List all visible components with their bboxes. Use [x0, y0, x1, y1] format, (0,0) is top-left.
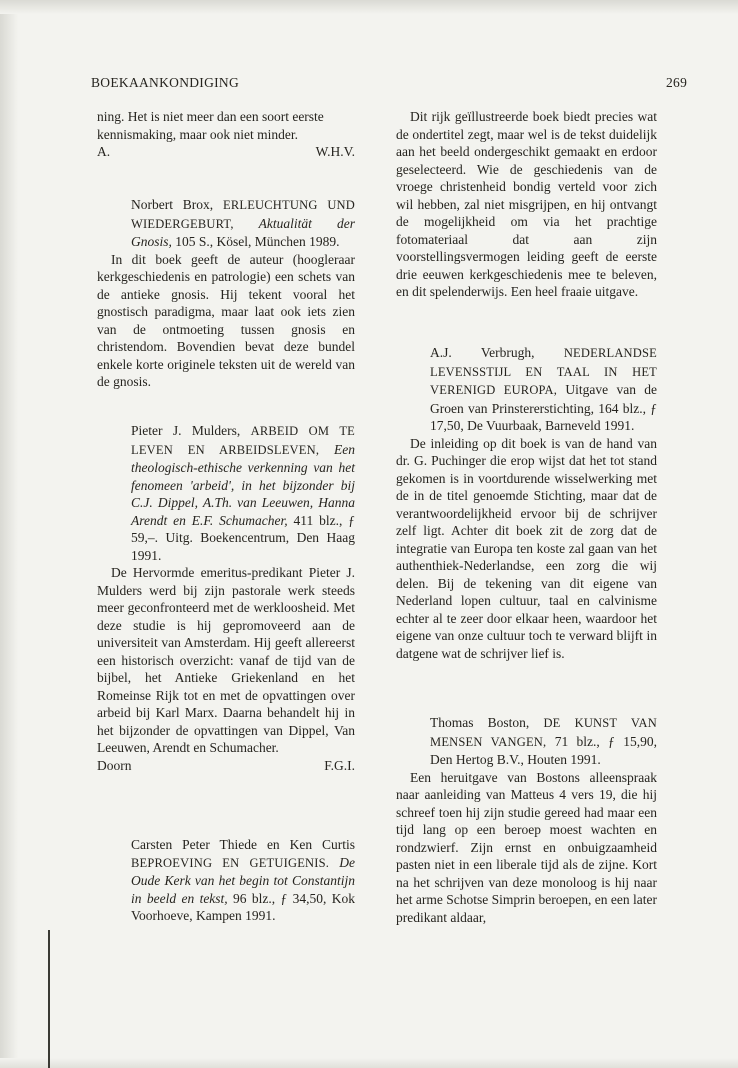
- review-brox-subtitle: Aktualität der Gnosis,: [131, 215, 355, 249]
- page-shadow-left: [0, 0, 18, 1068]
- review-thiede-subtitle: De Oude Kerk van het begin tot Constantijn in beeld en tekst,: [131, 854, 355, 906]
- review-mulders-citation: [131, 422, 355, 564]
- intro-line-2: kennismaking, maar ook niet minder.: [97, 126, 298, 142]
- review-boston-author: Thomas Boston,: [430, 715, 544, 730]
- running-head: BOEKAANKONDIGING: [91, 75, 240, 90]
- review-mulders-sig-initials: F.G.I.: [324, 757, 355, 773]
- review-brox-title: ERLEUCHTUNG UND WIEDERGEBURT,: [131, 198, 356, 231]
- review-brox-body: In dit boek geeft de auteur (hoogleraar kerkgeschiedenis en patrologie) een schets van de antieke gnosis. Hij tekent vooral het gnostisch paradigma, maar laat ook iets zien van de ontmoeting tussen gnosis en christendom. Bovendien bevat deze bundel enkele korte originele teksten uit de wereld van de gnosis.: [97, 251, 355, 389]
- left-intro: [97, 108, 355, 161]
- continuation-body: Dit rijk geïllustreerde boek biedt precies wat de ondertitel zegt, maar wel is de tekst duidelijk aan het beeld ondergeschikt gemaakt en erdoor geselecteerd. Wie de geschiedenis van de vroege christenheid bondig verteld voor zich wil hebben, zal niet misgrijpen, en hij ontvangt de mogelijkheid om via het prachtige fotomateriaal dat aan zijn voorstellingsvermogen leiding geeft de eerste drie eeuwen kerkgeschiedenis mee te beleven, en dit spelenderwijs. Een heel fraaie uitgave.: [396, 109, 657, 299]
- page-number: 269: [666, 75, 688, 90]
- review-thiede: [97, 836, 355, 925]
- review-brox-author: Norbert Brox,: [131, 197, 223, 212]
- intro-signature: [97, 143, 355, 161]
- review-thiede-citation: [131, 836, 355, 925]
- review-mulders-sig-place: Doorn: [97, 757, 132, 773]
- review-thiede-title: BEPROEVING EN GETUIGENIS.: [131, 855, 340, 870]
- review-brox-citation: [131, 196, 355, 251]
- intro-line-1: ning. Het is niet meer dan een soort eerste: [97, 109, 324, 124]
- review-mulders-author: Pieter J. Mulders,: [131, 423, 251, 438]
- review-mulders-title: ARBEID OM TE LEVEN EN ARBEIDSLEVEN,: [131, 424, 355, 457]
- review-mulders: [97, 422, 355, 774]
- page-shadow-bottom: [0, 1058, 738, 1068]
- review-boston-pub: 71 blz., ƒ 15,90, Den Hertog B.V., Houten 1991.: [430, 733, 657, 767]
- review-verbrugh-author: A.J. Verbrugh,: [430, 345, 564, 360]
- review-verbrugh: [396, 344, 657, 662]
- review-boston-title: DE KUNST VAN MENSEN VANGEN,: [430, 716, 657, 749]
- review-verbrugh-title: NEDERLANDSE LEVENSSTIJL EN TAAL IN HET VERENIGD EUROPA,: [430, 346, 657, 397]
- review-mulders-body: De Hervormde emeritus-predikant Pieter J. Mulders werd bij zijn pastorale werk steeds meer geconfronteerd met de werkloosheid. Met deze studie is hij gepromoveerd aan de universiteit van Amsterdam. Hij geeft allereerst een historisch overzicht: vanaf de tijd van de bijbel, het Antieke Griekenland en het Romeinse Rijk tot en met de opvattingen over arbeid bij Karl Marx. Daarna behandelt hij in het bijzonder de opvattingen van Dippel, Van Leeuwen, Arendt en Schumacher.: [97, 565, 355, 755]
- review-boston: [396, 714, 657, 926]
- review-thiede-pub: 96 blz., ƒ 34,50, Kok Voorhoeve, Kampen 1991.: [131, 890, 355, 923]
- review-brox: [97, 196, 355, 391]
- review-boston-body: Een heruitgave van Bostons alleenspraak naar aanleiding van Matteus 4 vers 19, die hij schreef toen hij zijn studie gereed had maar een tijd lang op een beroep moest wachten en rondzwierf. Zijn ernst en onbuigzaamheid pasten niet in een liberale tijd als de zijne. Kort na het schrijven van deze monoloog is hij naar het arme Schotse Simprin beroepen, en een later predikant aldaar,: [396, 769, 657, 925]
- intro-sig-initials: W.H.V.: [315, 144, 355, 159]
- review-thiede-continuation: [396, 108, 657, 301]
- review-verbrugh-pub: Uitgave van de Groen van Prinstererstichting, 164 blz., ƒ 17,50, De Vuurbaak, Barneveld 1991.: [430, 382, 657, 433]
- review-thiede-author: Carsten Peter Thiede en Ken Curtis: [131, 837, 355, 852]
- review-verbrugh-citation: [430, 344, 657, 435]
- review-verbrugh-body: De inleiding op dit boek is van de hand van dr. G. Puchinger die erop wijst dat het tot stand gekomen is in voortdurende wisselwerking met de in de titel genoemde Stichting, maar dat de verantwoordelijkheid ervoor bij de schrijver zelf ligt. Achter dit boek zit de zorg dat de integratie van Europa ten koste zal gaan van het authenthiek-Nederlandse, een zorg die wij delen. Bij de tekening van dit eigene van Nederland lopen cultuur, taal en calvinisme echter al te zeer door elkaar heen, waardoor het eigene van onze cultuur toch te verward blijft in datgene wat de schrijver lief is.: [396, 435, 657, 661]
- page-shadow-top: [0, 0, 738, 14]
- review-mulders-signature: [97, 757, 355, 775]
- binding-mark: [48, 930, 50, 1068]
- review-mulders-subtitle: Een theologisch-ethische verkenning van het fenomeen 'arbeid', in het bijzonder bij C.J. Dippel, A.Th. van Leeuwen, Hanna Arendt en E.F. Schumacher,: [131, 441, 355, 528]
- review-boston-citation: [430, 714, 657, 769]
- review-mulders-pub: 411 blz., ƒ 59,–. Uitg. Boekencentrum, Den Haag 1991.: [131, 512, 355, 563]
- intro-sig-place: A.: [97, 144, 111, 159]
- review-brox-pub: 105 S., Kösel, München 1989.: [171, 234, 340, 249]
